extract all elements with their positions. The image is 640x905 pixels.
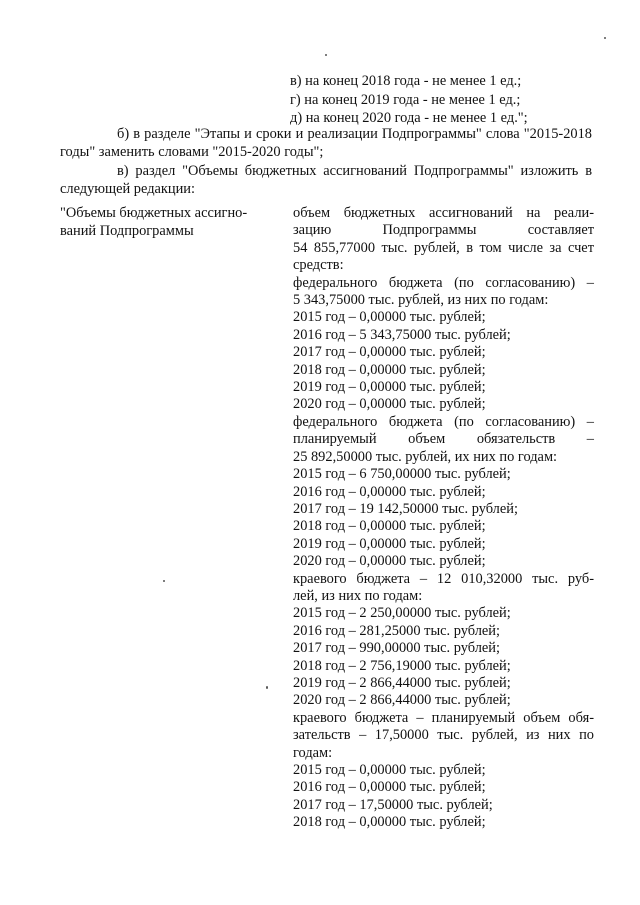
detail-line: 2015 год – 6 750,00000 тыс. рублей; <box>293 466 511 483</box>
detail-line: 2018 год – 0,00000 тыс. рублей; <box>293 814 486 831</box>
paragraph-v: в) раздел "Объемы бюджетных ассигнований Подпрограммы" изложить в следующей редакции: <box>60 163 592 197</box>
scan-speck <box>604 37 606 39</box>
detail-line: 25 892,50000 тыс. рублей, их них по годам: <box>293 448 558 465</box>
budget-details-cell <box>293 205 594 832</box>
detail-line: 2020 год – 0,00000 тыс. рублей; <box>293 396 486 413</box>
detail-line: объем бюджетных ассигнований на реали- <box>293 205 594 221</box>
detail-line: федерального бюджета (по согласованию) – <box>293 413 594 430</box>
detail-line: 2017 год – 0,00000 тыс. рублей; <box>293 344 486 361</box>
scan-speck <box>163 580 165 582</box>
detail-line: 2017 год – 990,00000 тыс. рублей; <box>293 640 500 657</box>
detail-line: средств: <box>293 257 344 274</box>
detail-line: 2018 год – 0,00000 тыс. рублей; <box>293 361 486 378</box>
detail-line: краевого бюджета – 12 010,32000 тыс. руб- <box>293 570 594 587</box>
target-values-list <box>290 72 528 128</box>
detail-line: федерального бюджета (по согласованию) – <box>293 274 594 291</box>
detail-line: 54 855,77000 тыс. рублей, в том числе за счет <box>293 239 594 256</box>
detail-line: 2015 год – 2 250,00000 тыс. рублей; <box>293 605 511 622</box>
detail-line: 2020 год – 2 866,44000 тыс. рублей; <box>293 692 511 709</box>
detail-line: 2016 год – 281,25000 тыс. рублей; <box>293 622 500 639</box>
detail-line: краевого бюджета – планируемый объем обя- <box>293 709 594 726</box>
list-item: г) на конец 2019 года - не менее 1 ед.; <box>290 91 521 108</box>
paragraph-b: б) в разделе "Этапы и сроки и реализации Подпрограммы" слова "2015-2018 годы" заменить словами "2015-2020 годы"; <box>60 126 592 160</box>
detail-line: 2019 год – 0,00000 тыс. рублей; <box>293 535 486 552</box>
detail-line: 2018 год – 2 756,19000 тыс. рублей; <box>293 657 511 674</box>
detail-line: 2019 год – 0,00000 тыс. рублей; <box>293 379 486 396</box>
detail-line: лей, из них по годам: <box>293 587 423 604</box>
detail-line: 2017 год – 17,50000 тыс. рублей; <box>293 796 493 813</box>
detail-line: 2016 год – 0,00000 тыс. рублей; <box>293 779 486 796</box>
detail-line: 2018 год – 0,00000 тыс. рублей; <box>293 518 486 535</box>
detail-line: 2019 год – 2 866,44000 тыс. рублей; <box>293 674 511 691</box>
scan-speck <box>266 686 268 689</box>
detail-line: 2015 год – 0,00000 тыс. рублей; <box>293 309 486 326</box>
detail-line: 2016 год – 5 343,75000 тыс. рублей; <box>293 326 511 343</box>
detail-line: годам: <box>293 744 333 761</box>
list-item: д) на конец 2020 года - не менее 1 ед."; <box>290 110 528 126</box>
detail-line: планируемый объем обязательств – <box>293 431 594 448</box>
detail-line: 5 343,75000 тыс. рублей, из них по годам: <box>293 292 549 309</box>
label-line: ваний Подпрограммы <box>60 222 194 239</box>
detail-line: 2017 год – 19 142,50000 тыс. рублей; <box>293 500 518 517</box>
table-label-cell <box>60 205 260 240</box>
list-item: в) на конец 2018 года - не менее 1 ед.; <box>290 73 522 89</box>
scan-speck <box>325 54 327 56</box>
label-line: "Объемы бюджетных ассигно- <box>60 205 248 221</box>
detail-line: зацию Подпрограммы составляет <box>293 222 594 239</box>
detail-line: 2020 год – 0,00000 тыс. рублей; <box>293 553 486 570</box>
detail-line: 2015 год – 0,00000 тыс. рублей; <box>293 762 486 778</box>
detail-line: зательств – 17,50000 тыс. рублей, из них по <box>293 727 594 744</box>
detail-line: 2016 год – 0,00000 тыс. рублей; <box>293 483 486 500</box>
